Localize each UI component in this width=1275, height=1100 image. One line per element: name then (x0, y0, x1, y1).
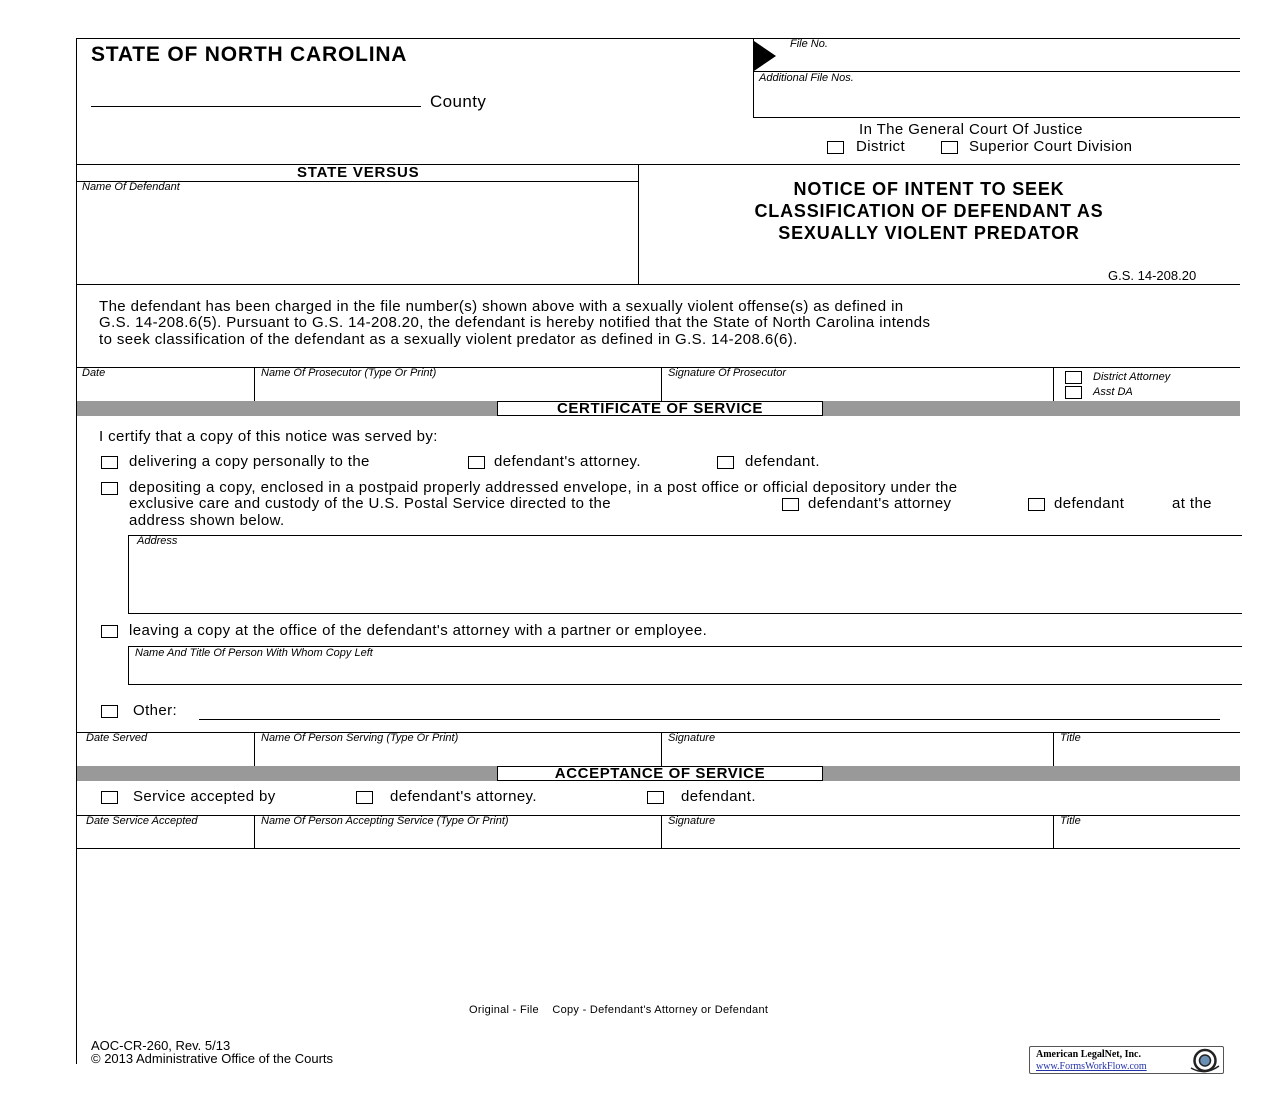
personal-defendant-checkbox[interactable] (717, 456, 734, 469)
accept-title-label: Title (1060, 815, 1081, 827)
superior-court-checkbox[interactable] (941, 141, 958, 154)
person-serving-field[interactable] (261, 746, 656, 764)
district-attorney-label: District Attorney (1093, 371, 1171, 383)
logo-company-name: American LegalNet, Inc. (1036, 1049, 1141, 1060)
service-accepted-checkbox[interactable] (101, 791, 118, 804)
defendant-name-field[interactable] (82, 196, 632, 280)
date-served-label: Date Served (86, 732, 148, 744)
additional-file-nos-label: Additional File Nos. (759, 72, 854, 84)
form-number: AOC-CR-260, Rev. 5/13 (91, 1038, 231, 1053)
mail-defendant-label: defendant (1054, 495, 1125, 512)
person-accepting-label: Name Of Person Accepting Service (Type Or Print) (261, 815, 509, 827)
other-checkbox[interactable] (101, 705, 118, 718)
district-label: District (856, 138, 906, 155)
state-title: STATE OF NORTH CAROLINA (91, 43, 408, 66)
accept-div3 (1053, 815, 1054, 849)
additional-file-nos-field[interactable] (759, 86, 1229, 114)
acceptance-row-bottom (76, 848, 1240, 849)
other-label: Other: (133, 702, 178, 719)
caption-top (76, 164, 1240, 165)
personal-defendant-label: defendant. (745, 453, 820, 470)
district-checkbox[interactable] (827, 141, 844, 154)
file-no-label: File No. (790, 38, 828, 50)
date-accepted-label: Date Service Accepted (86, 815, 198, 827)
form-title-line1: NOTICE OF INTENT TO SEEK (793, 179, 1065, 199)
prosecutor-name-label: Name Of Prosecutor (Type Or Print) (261, 367, 437, 379)
prosecutor-date-field[interactable] (82, 381, 250, 399)
state-versus-heading: STATE VERSUS (297, 164, 420, 181)
person-accepting-field[interactable] (261, 829, 656, 847)
file-box-bottom (753, 117, 1240, 118)
certificate-heading: CERTIFICATE OF SERVICE (497, 401, 823, 416)
statute-reference: G.S. 14-208.20 (1108, 268, 1197, 283)
address-box[interactable] (128, 535, 1242, 614)
county-label: County (430, 92, 487, 111)
served-div3 (1053, 732, 1054, 766)
distribution-note: Original - File Copy - Defendant's Attorney or Defendant (469, 1004, 769, 1016)
mail-delivery-checkbox[interactable] (101, 482, 118, 495)
served-title-field[interactable] (1060, 746, 1235, 764)
mail-at-the: at the (1172, 495, 1212, 512)
superior-court-label: Superior Court Division (969, 138, 1133, 155)
personal-attorney-label: defendant's attorney. (494, 453, 641, 470)
file-no-field[interactable] (790, 52, 1230, 68)
notice-line2: G.S. 14-208.6(5). Pursuant to G.S. 14-208.20, the defendant is hereby notified that the State of North Carolina intends (99, 314, 931, 331)
copyright: © 2013 Administrative Office of the Courts (91, 1051, 334, 1066)
accepted-defendant-checkbox[interactable] (647, 791, 664, 804)
district-attorney-checkbox[interactable] (1065, 371, 1082, 384)
legalnet-logo (1029, 1046, 1224, 1074)
personal-delivery-checkbox[interactable] (101, 456, 118, 469)
accepted-attorney-label: defendant's attorney. (390, 788, 537, 805)
served-signature-field[interactable] (668, 746, 1048, 764)
asst-da-checkbox[interactable] (1065, 386, 1082, 399)
prosecutor-name-field[interactable] (261, 381, 656, 399)
file-pointer-icon (754, 41, 776, 71)
asst-da-label: Asst DA (1093, 386, 1133, 398)
certificate-intro: I certify that a copy of this notice was served by: (99, 428, 438, 445)
defendant-name-label: Name Of Defendant (82, 181, 180, 193)
prosecutor-div3 (1053, 367, 1054, 401)
logo-website: www.FormsWorkFlow.com (1036, 1061, 1147, 1072)
accept-signature-field[interactable] (668, 829, 1048, 847)
served-signature-label: Signature (668, 732, 716, 744)
office-delivery-checkbox[interactable] (101, 625, 118, 638)
top-border (76, 38, 1240, 39)
left-border (76, 38, 77, 1064)
served-div1 (254, 732, 255, 766)
person-left-label: Name And Title Of Person With Whom Copy Left (135, 647, 373, 659)
person-serving-label: Name Of Person Serving (Type Or Print) (261, 732, 459, 744)
accepted-attorney-checkbox[interactable] (356, 791, 373, 804)
mail-attorney-checkbox[interactable] (782, 498, 799, 511)
served-div2 (661, 732, 662, 766)
accept-div2 (661, 815, 662, 849)
accept-signature-label: Signature (668, 815, 716, 827)
court-title: In The General Court Of Justice (859, 121, 1083, 138)
prosecutor-row-top (76, 367, 1240, 368)
prosecutor-date-label: Date (82, 367, 106, 379)
accepted-defendant-label: defendant. (681, 788, 756, 805)
acceptance-heading: ACCEPTANCE OF SERVICE (497, 766, 823, 781)
served-title-label: Title (1060, 732, 1081, 744)
mail-defendant-checkbox[interactable] (1028, 498, 1045, 511)
date-served-field[interactable] (82, 746, 250, 764)
prosecutor-div1 (254, 367, 255, 401)
personal-delivery-text: delivering a copy personally to the (129, 453, 370, 470)
logo-globe-icon (1187, 1048, 1221, 1073)
accept-div1 (254, 815, 255, 849)
notice-line3: to seek classification of the defendant as a sexually violent predator as defined in G.S. 14-208.6(6). (99, 331, 798, 348)
other-field[interactable] (199, 719, 1220, 720)
caption-bottom (76, 284, 1240, 285)
address-label: Address (137, 535, 178, 547)
accept-title-field[interactable] (1060, 829, 1235, 847)
prosecutor-signature-field[interactable] (668, 381, 1048, 399)
form-title-line2: CLASSIFICATION OF DEFENDANT AS (754, 201, 1104, 221)
personal-attorney-checkbox[interactable] (468, 456, 485, 469)
mail-delivery-line2: exclusive care and custody of the U.S. Postal Service directed to the (129, 495, 612, 512)
service-accepted-label: Service accepted by (133, 788, 276, 805)
prosecutor-signature-label: Signature Of Prosecutor (668, 367, 787, 379)
mail-attorney-label: defendant's attorney (808, 495, 952, 512)
county-field[interactable] (91, 106, 421, 107)
date-accepted-field[interactable] (82, 829, 250, 847)
mail-delivery-line1: depositing a copy, enclosed in a postpaid properly addressed envelope, in a post office or official depository under the (129, 479, 958, 496)
form-title-line3: SEXUALLY VIOLENT PREDATOR (778, 223, 1080, 243)
office-delivery-text: leaving a copy at the office of the defendant's attorney with a partner or employee. (129, 622, 708, 639)
prosecutor-div2 (661, 367, 662, 401)
mail-delivery-line3: address shown below. (129, 512, 285, 529)
notice-line1: The defendant has been charged in the file number(s) shown above with a sexually violent offense(s) as defined in (99, 298, 904, 315)
